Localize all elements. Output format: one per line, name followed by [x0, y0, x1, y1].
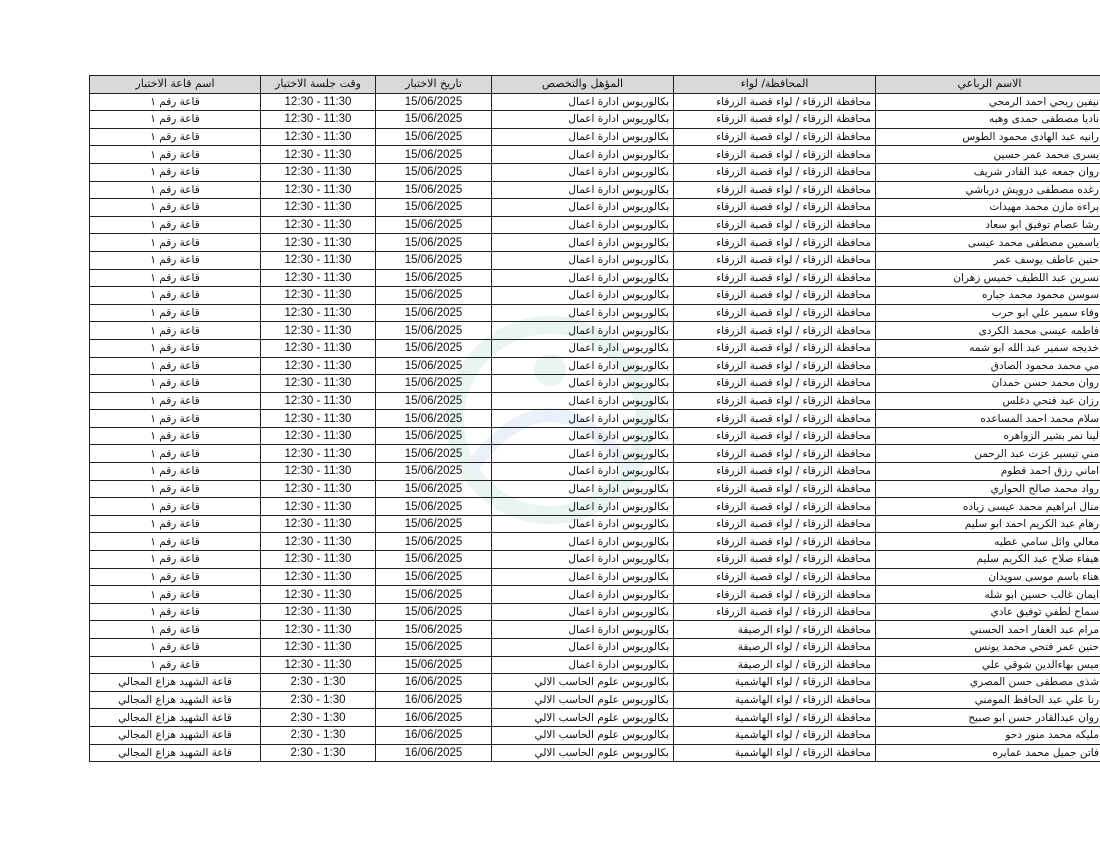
cell-time: 2:30 - 1:30: [261, 674, 376, 692]
table-row: [90, 216, 1100, 234]
cell-hall: قاعة رقم ١: [90, 480, 261, 498]
cell-governorate: محافظة الزرقاء / لواء قصبة الزرقاء: [674, 410, 876, 428]
cell-date: 15/06/2025: [376, 269, 492, 287]
table-row: [90, 726, 1100, 744]
table-row: [90, 568, 1100, 586]
cell-governorate: محافظة الزرقاء / لواء قصبة الزرقاء: [674, 445, 876, 463]
cell-qualification: بكالوريوس ادارة اعمال: [492, 322, 674, 340]
cell-hall: قاعة الشهيد هزاع المجالي: [90, 726, 261, 744]
cell-time: 12:30 - 11:30: [261, 392, 376, 410]
cell-qualification: بكالوريوس ادارة اعمال: [492, 251, 674, 269]
cell-name: رواد محمد صالح الحواري: [876, 480, 1100, 498]
cell-time: 12:30 - 11:30: [261, 93, 376, 111]
cell-date: 15/06/2025: [376, 463, 492, 481]
cell-governorate: محافظة الزرقاء / لواء قصبة الزرقاء: [674, 181, 876, 199]
cell-name: هناء باسم موسى سويدان: [876, 568, 1100, 586]
cell-date: 15/06/2025: [376, 287, 492, 305]
cell-qualification: بكالوريوس ادارة اعمال: [492, 199, 674, 217]
cell-governorate: محافظة الزرقاء / لواء قصبة الزرقاء: [674, 357, 876, 375]
cell-date: 15/06/2025: [376, 146, 492, 164]
cell-name: ايمان غالب حسين ابو شله: [876, 586, 1100, 604]
header-date: تاريخ الاختبار: [376, 76, 492, 94]
cell-qualification: بكالوريوس ادارة اعمال: [492, 427, 674, 445]
cell-time: 12:30 - 11:30: [261, 621, 376, 639]
table-row: [90, 93, 1100, 111]
cell-time: 12:30 - 11:30: [261, 128, 376, 146]
cell-time: 12:30 - 11:30: [261, 357, 376, 375]
cell-date: 16/06/2025: [376, 691, 492, 709]
header-governorate: المحافظة/ لواء: [674, 76, 876, 94]
cell-date: 15/06/2025: [376, 251, 492, 269]
cell-date: 15/06/2025: [376, 128, 492, 146]
cell-time: 12:30 - 11:30: [261, 304, 376, 322]
cell-qualification: بكالوريوس ادارة اعمال: [492, 656, 674, 674]
cell-time: 12:30 - 11:30: [261, 163, 376, 181]
cell-governorate: محافظة الزرقاء / لواء الهاشمية: [674, 674, 876, 692]
table-row: [90, 339, 1100, 357]
cell-governorate: محافظة الزرقاء / لواء قصبة الزرقاء: [674, 216, 876, 234]
cell-name: سوسن محمود محمد جباره: [876, 287, 1100, 305]
cell-hall: قاعة رقم ١: [90, 163, 261, 181]
cell-time: 2:30 - 1:30: [261, 744, 376, 762]
cell-date: 15/06/2025: [376, 339, 492, 357]
cell-qualification: بكالوريوس ادارة اعمال: [492, 269, 674, 287]
cell-hall: قاعة رقم ١: [90, 322, 261, 340]
cell-date: 15/06/2025: [376, 199, 492, 217]
table-row: [90, 375, 1100, 393]
cell-time: 12:30 - 11:30: [261, 216, 376, 234]
cell-hall: قاعة رقم ١: [90, 251, 261, 269]
cell-hall: قاعة رقم ١: [90, 656, 261, 674]
table-row: [90, 111, 1100, 129]
cell-date: 15/06/2025: [376, 216, 492, 234]
cell-hall: قاعة رقم ١: [90, 216, 261, 234]
cell-hall: قاعة رقم ١: [90, 621, 261, 639]
cell-governorate: محافظة الزرقاء / لواء قصبة الزرقاء: [674, 375, 876, 393]
cell-date: 15/06/2025: [376, 533, 492, 551]
cell-date: 15/06/2025: [376, 181, 492, 199]
cell-time: 12:30 - 11:30: [261, 410, 376, 428]
cell-governorate: محافظة الزرقاء / لواء قصبة الزرقاء: [674, 269, 876, 287]
cell-governorate: محافظة الزرقاء / لواء قصبة الزرقاء: [674, 163, 876, 181]
cell-date: 15/06/2025: [376, 515, 492, 533]
cell-hall: قاعة رقم ١: [90, 392, 261, 410]
cell-time: 12:30 - 11:30: [261, 339, 376, 357]
cell-governorate: محافظة الزرقاء / لواء قصبة الزرقاء: [674, 392, 876, 410]
cell-hall: قاعة رقم ١: [90, 427, 261, 445]
cell-qualification: بكالوريوس ادارة اعمال: [492, 163, 674, 181]
cell-time: 12:30 - 11:30: [261, 427, 376, 445]
table-row: [90, 656, 1100, 674]
cell-governorate: محافظة الزرقاء / لواء الرصيفة: [674, 656, 876, 674]
cell-hall: قاعة رقم ١: [90, 533, 261, 551]
cell-time: 12:30 - 11:30: [261, 586, 376, 604]
cell-name: نيفين ريحي احمد الرمحي: [876, 93, 1100, 111]
cell-time: 12:30 - 11:30: [261, 639, 376, 657]
cell-hall: قاعة رقم ١: [90, 357, 261, 375]
cell-name: حنين عاطف يوسف عمر: [876, 251, 1100, 269]
cell-hall: قاعة رقم ١: [90, 603, 261, 621]
cell-name: شذى مصطفى حسن المصري: [876, 674, 1100, 692]
table-row: [90, 269, 1100, 287]
cell-time: 12:30 - 11:30: [261, 603, 376, 621]
cell-time: 12:30 - 11:30: [261, 181, 376, 199]
header-time: وقت جلسة الاختبار: [261, 76, 376, 94]
cell-governorate: محافظة الزرقاء / لواء قصبة الزرقاء: [674, 146, 876, 164]
cell-hall: قاعة رقم ١: [90, 146, 261, 164]
cell-name: رشا عصام توفيق ابو سعاد: [876, 216, 1100, 234]
cell-name: رنا علي عبد الحافظ المومني: [876, 691, 1100, 709]
cell-qualification: بكالوريوس ادارة اعمال: [492, 234, 674, 252]
cell-qualification: بكالوريوس ادارة اعمال: [492, 586, 674, 604]
cell-governorate: محافظة الزرقاء / لواء قصبة الزرقاء: [674, 251, 876, 269]
cell-name: ياسمين مصطفى محمد عيسى: [876, 234, 1100, 252]
table-row: [90, 603, 1100, 621]
cell-qualification: بكالوريوس ادارة اعمال: [492, 111, 674, 129]
cell-governorate: محافظة الزرقاء / لواء قصبة الزرقاء: [674, 586, 876, 604]
exam-schedule-table: [89, 75, 1100, 762]
cell-governorate: محافظة الزرقاء / لواء قصبة الزرقاء: [674, 480, 876, 498]
cell-time: 12:30 - 11:30: [261, 551, 376, 569]
header-hall: اسم قاعة الاختبار: [90, 76, 261, 94]
cell-hall: قاعة رقم ١: [90, 445, 261, 463]
cell-qualification: بكالوريوس ادارة اعمال: [492, 181, 674, 199]
cell-name: يسرى محمد عمر حسين: [876, 146, 1100, 164]
cell-date: 15/06/2025: [376, 639, 492, 657]
cell-date: 15/06/2025: [376, 656, 492, 674]
cell-time: 12:30 - 11:30: [261, 111, 376, 129]
cell-date: 15/06/2025: [376, 621, 492, 639]
cell-governorate: محافظة الزرقاء / لواء الهاشمية: [674, 744, 876, 762]
cell-qualification: بكالوريوس ادارة اعمال: [492, 375, 674, 393]
cell-name: سلام محمد احمد المساعده: [876, 410, 1100, 428]
table-row: [90, 357, 1100, 375]
cell-hall: قاعة رقم ١: [90, 304, 261, 322]
table-row: [90, 199, 1100, 217]
cell-time: 12:30 - 11:30: [261, 480, 376, 498]
cell-name: مرام عبد الغفار احمد الحسني: [876, 621, 1100, 639]
cell-qualification: بكالوريوس علوم الحاسب الالي: [492, 691, 674, 709]
cell-qualification: بكالوريوس ادارة اعمال: [492, 287, 674, 305]
cell-time: 12:30 - 11:30: [261, 568, 376, 586]
cell-governorate: محافظة الزرقاء / لواء قصبة الزرقاء: [674, 463, 876, 481]
table-row: [90, 392, 1100, 410]
table-row: [90, 551, 1100, 569]
table-row: [90, 234, 1100, 252]
cell-qualification: بكالوريوس علوم الحاسب الالي: [492, 744, 674, 762]
cell-date: 15/06/2025: [376, 304, 492, 322]
cell-hall: قاعة رقم ١: [90, 551, 261, 569]
table-row: [90, 163, 1100, 181]
cell-qualification: بكالوريوس ادارة اعمال: [492, 498, 674, 516]
table-row: [90, 445, 1100, 463]
cell-name: رغده مصطفى درويش درباشي: [876, 181, 1100, 199]
cell-date: 16/06/2025: [376, 674, 492, 692]
table-row: [90, 498, 1100, 516]
cell-time: 2:30 - 1:30: [261, 709, 376, 727]
cell-name: رانيه عبد الهادى محمود الطوس: [876, 128, 1100, 146]
cell-governorate: محافظة الزرقاء / لواء الهاشمية: [674, 691, 876, 709]
cell-name: فاتن جميل محمد عمايره: [876, 744, 1100, 762]
table-row: [90, 287, 1100, 305]
cell-date: 15/06/2025: [376, 375, 492, 393]
table-row: [90, 586, 1100, 604]
cell-hall: قاعة رقم ١: [90, 410, 261, 428]
cell-name: روان عبدالقادر حسن ابو صبيح: [876, 709, 1100, 727]
cell-time: 12:30 - 11:30: [261, 269, 376, 287]
cell-date: 16/06/2025: [376, 726, 492, 744]
cell-date: 16/06/2025: [376, 744, 492, 762]
cell-time: 12:30 - 11:30: [261, 533, 376, 551]
cell-qualification: بكالوريوس ادارة اعمال: [492, 128, 674, 146]
cell-hall: قاعة رقم ١: [90, 463, 261, 481]
table-row: [90, 533, 1100, 551]
cell-hall: قاعة الشهيد هزاع المجالي: [90, 744, 261, 762]
table-row: [90, 181, 1100, 199]
cell-hall: قاعة رقم ١: [90, 498, 261, 516]
cell-hall: قاعة رقم ١: [90, 234, 261, 252]
cell-date: 16/06/2025: [376, 709, 492, 727]
cell-governorate: محافظة الزرقاء / لواء قصبة الزرقاء: [674, 322, 876, 340]
cell-time: 12:30 - 11:30: [261, 146, 376, 164]
cell-qualification: بكالوريوس ادارة اعمال: [492, 639, 674, 657]
table-row: [90, 515, 1100, 533]
table-row: [90, 744, 1100, 762]
cell-date: 15/06/2025: [376, 234, 492, 252]
cell-time: 12:30 - 11:30: [261, 375, 376, 393]
table-row: [90, 639, 1100, 657]
cell-date: 15/06/2025: [376, 357, 492, 375]
cell-name: مي محمد محمود الصادق: [876, 357, 1100, 375]
cell-date: 15/06/2025: [376, 586, 492, 604]
table-row: [90, 691, 1100, 709]
cell-time: 12:30 - 11:30: [261, 656, 376, 674]
cell-qualification: بكالوريوس ادارة اعمال: [492, 603, 674, 621]
cell-date: 15/06/2025: [376, 551, 492, 569]
cell-governorate: محافظة الزرقاء / لواء الرصيفة: [674, 639, 876, 657]
cell-name: رهام عبد الكريم احمد ابو سليم: [876, 515, 1100, 533]
table-row: [90, 410, 1100, 428]
cell-hall: قاعة الشهيد هزاع المجالي: [90, 709, 261, 727]
cell-hall: قاعة رقم ١: [90, 515, 261, 533]
cell-time: 12:30 - 11:30: [261, 515, 376, 533]
cell-date: 15/06/2025: [376, 603, 492, 621]
cell-date: 15/06/2025: [376, 322, 492, 340]
cell-qualification: بكالوريوس ادارة اعمال: [492, 146, 674, 164]
table-row: [90, 146, 1100, 164]
cell-date: 15/06/2025: [376, 111, 492, 129]
cell-qualification: بكالوريوس ادارة اعمال: [492, 568, 674, 586]
cell-qualification: بكالوريوس ادارة اعمال: [492, 551, 674, 569]
cell-name: مني تيسير عزت عبد الرحمن: [876, 445, 1100, 463]
table-row: [90, 304, 1100, 322]
cell-name: هيفاء صلاح عبد الكريم سليم: [876, 551, 1100, 569]
cell-qualification: بكالوريوس ادارة اعمال: [492, 515, 674, 533]
cell-qualification: بكالوريوس ادارة اعمال: [492, 445, 674, 463]
cell-hall: قاعة رقم ١: [90, 128, 261, 146]
cell-governorate: محافظة الزرقاء / لواء قصبة الزرقاء: [674, 339, 876, 357]
cell-hall: قاعة رقم ١: [90, 586, 261, 604]
cell-name: خديجه سمير عبد الله ابو شمه: [876, 339, 1100, 357]
table-row: [90, 427, 1100, 445]
cell-time: 2:30 - 1:30: [261, 691, 376, 709]
cell-hall: قاعة رقم ١: [90, 111, 261, 129]
cell-qualification: بكالوريوس ادارة اعمال: [492, 463, 674, 481]
cell-governorate: محافظة الزرقاء / لواء قصبة الزرقاء: [674, 93, 876, 111]
cell-qualification: بكالوريوس ادارة اعمال: [492, 304, 674, 322]
cell-time: 12:30 - 11:30: [261, 199, 376, 217]
cell-name: وفاء سمير علي ابو حرب: [876, 304, 1100, 322]
cell-name: اماني رزق احمد قطوم: [876, 463, 1100, 481]
cell-time: 12:30 - 11:30: [261, 445, 376, 463]
table-row: [90, 463, 1100, 481]
cell-governorate: محافظة الزرقاء / لواء قصبة الزرقاء: [674, 568, 876, 586]
cell-name: رزان عبد فتحي دغلس: [876, 392, 1100, 410]
cell-name: مليكه محمد منور دحو: [876, 726, 1100, 744]
cell-time: 2:30 - 1:30: [261, 726, 376, 744]
cell-hall: قاعة رقم ١: [90, 93, 261, 111]
cell-hall: قاعة الشهيد هزاع المجالي: [90, 691, 261, 709]
cell-qualification: بكالوريوس ادارة اعمال: [492, 621, 674, 639]
cell-hall: قاعة رقم ١: [90, 639, 261, 657]
cell-hall: قاعة رقم ١: [90, 339, 261, 357]
table-row: [90, 251, 1100, 269]
table-row: [90, 128, 1100, 146]
cell-qualification: بكالوريوس ادارة اعمال: [492, 480, 674, 498]
cell-governorate: محافظة الزرقاء / لواء قصبة الزرقاء: [674, 234, 876, 252]
cell-qualification: بكالوريوس ادارة اعمال: [492, 339, 674, 357]
cell-date: 15/06/2025: [376, 163, 492, 181]
cell-name: معالي وائل سامي عطيه: [876, 533, 1100, 551]
cell-qualification: بكالوريوس ادارة اعمال: [492, 392, 674, 410]
cell-governorate: محافظة الزرقاء / لواء الرصيفة: [674, 621, 876, 639]
cell-governorate: محافظة الزرقاء / لواء قصبة الزرقاء: [674, 427, 876, 445]
cell-governorate: محافظة الزرقاء / لواء قصبة الزرقاء: [674, 498, 876, 516]
cell-qualification: بكالوريوس علوم الحاسب الالي: [492, 709, 674, 727]
cell-qualification: بكالوريوس ادارة اعمال: [492, 533, 674, 551]
cell-qualification: بكالوريوس علوم الحاسب الالي: [492, 726, 674, 744]
cell-name: حنين عمر فتحي محمد يونس: [876, 639, 1100, 657]
cell-name: ناديا مصطفى حمدى وهبه: [876, 111, 1100, 129]
cell-governorate: محافظة الزرقاء / لواء الهاشمية: [674, 726, 876, 744]
cell-governorate: محافظة الزرقاء / لواء قصبة الزرقاء: [674, 287, 876, 305]
table-row: [90, 480, 1100, 498]
cell-qualification: بكالوريوس ادارة اعمال: [492, 216, 674, 234]
cell-governorate: محافظة الزرقاء / لواء قصبة الزرقاء: [674, 111, 876, 129]
cell-governorate: محافظة الزرقاء / لواء الهاشمية: [674, 709, 876, 727]
cell-name: سماح لطفي توفيق عادي: [876, 603, 1100, 621]
cell-governorate: محافظة الزرقاء / لواء قصبة الزرقاء: [674, 304, 876, 322]
cell-name: روان جمعه عبد القادر شريف: [876, 163, 1100, 181]
cell-date: 15/06/2025: [376, 427, 492, 445]
cell-date: 15/06/2025: [376, 93, 492, 111]
header-name: الاسم الرباعي: [876, 76, 1100, 94]
cell-date: 15/06/2025: [376, 445, 492, 463]
cell-governorate: محافظة الزرقاء / لواء قصبة الزرقاء: [674, 603, 876, 621]
table-row: [90, 709, 1100, 727]
cell-qualification: بكالوريوس علوم الحاسب الالي: [492, 674, 674, 692]
cell-governorate: محافظة الزرقاء / لواء قصبة الزرقاء: [674, 128, 876, 146]
cell-hall: قاعة رقم ١: [90, 181, 261, 199]
cell-time: 12:30 - 11:30: [261, 234, 376, 252]
cell-time: 12:30 - 11:30: [261, 498, 376, 516]
cell-governorate: محافظة الزرقاء / لواء قصبة الزرقاء: [674, 515, 876, 533]
cell-name: براءه مازن محمد مهيدات: [876, 199, 1100, 217]
cell-governorate: محافظة الزرقاء / لواء قصبة الزرقاء: [674, 551, 876, 569]
cell-name: نسرين عبد اللطيف خميس زهران: [876, 269, 1100, 287]
cell-name: روان محمد حسن حمدان: [876, 375, 1100, 393]
cell-governorate: محافظة الزرقاء / لواء قصبة الزرقاء: [674, 533, 876, 551]
cell-qualification: بكالوريوس ادارة اعمال: [492, 93, 674, 111]
cell-time: 12:30 - 11:30: [261, 287, 376, 305]
table-header-row: [90, 76, 1100, 94]
cell-date: 15/06/2025: [376, 410, 492, 428]
table-row: [90, 322, 1100, 340]
cell-qualification: بكالوريوس ادارة اعمال: [492, 410, 674, 428]
cell-hall: قاعة رقم ١: [90, 199, 261, 217]
table-row: [90, 621, 1100, 639]
cell-governorate: محافظة الزرقاء / لواء قصبة الزرقاء: [674, 199, 876, 217]
cell-date: 15/06/2025: [376, 568, 492, 586]
cell-hall: قاعة رقم ١: [90, 568, 261, 586]
header-qualification: المؤهل والتخصص: [492, 76, 674, 94]
cell-date: 15/06/2025: [376, 480, 492, 498]
cell-date: 15/06/2025: [376, 392, 492, 410]
cell-time: 12:30 - 11:30: [261, 251, 376, 269]
cell-name: ميس بهاءالدين شوقي علي: [876, 656, 1100, 674]
cell-time: 12:30 - 11:30: [261, 463, 376, 481]
cell-name: لينا نمر بشير الزواهره: [876, 427, 1100, 445]
cell-hall: قاعة رقم ١: [90, 375, 261, 393]
cell-name: فاطمه عيسى محمد الكردى: [876, 322, 1100, 340]
cell-qualification: بكالوريوس ادارة اعمال: [492, 357, 674, 375]
cell-time: 12:30 - 11:30: [261, 322, 376, 340]
cell-hall: قاعة الشهيد هزاع المجالي: [90, 674, 261, 692]
cell-hall: قاعة رقم ١: [90, 269, 261, 287]
cell-date: 15/06/2025: [376, 498, 492, 516]
table-row: [90, 674, 1100, 692]
cell-hall: قاعة رقم ١: [90, 287, 261, 305]
cell-name: منال ابراهيم محمد عيسى زياده: [876, 498, 1100, 516]
